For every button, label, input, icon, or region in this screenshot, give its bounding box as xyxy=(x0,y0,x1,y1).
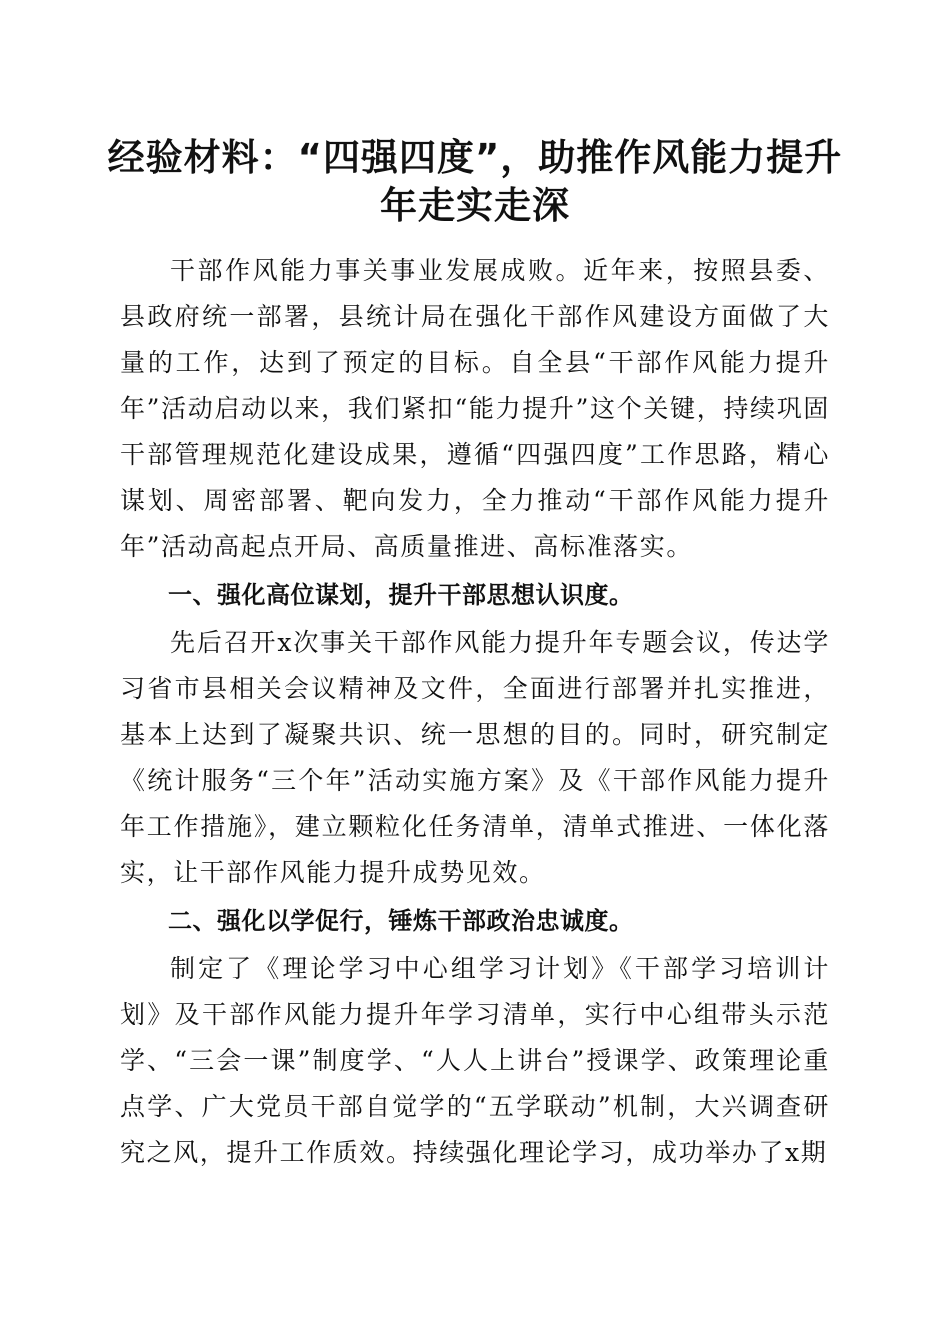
section-heading-2: 二、强化以学促行，锤炼干部政治忠诚度。 xyxy=(168,907,634,935)
section-2-paragraph: 制定了《理论学习中心组学习计划》《干部学习培训计划》及干部作风能力提升年学习清单，实行中心组带头示范学、“三会一课”制度学、“人人上讲台”授课学、政策理论重点学、广大党员干部自觉学的“五学联动”机制，大兴调查研究之风，提升工作质效。持续强化理论学习，成功举办了x期 xyxy=(120,954,830,1167)
document-title xyxy=(100,134,850,230)
document-body xyxy=(120,248,830,1176)
title-line-2: 年走实走深 xyxy=(380,184,570,227)
section-heading-1: 一、强化高位谋划，提升干部思想认识度。 xyxy=(168,581,634,609)
title-line-1: 经验材料：“四强四度”，助推作风能力提升 xyxy=(107,136,843,179)
section-1-paragraph: 先后召开x次事关干部作风能力提升年专题会议，传达学习省市县相关会议精神及文件，全面进行部署并扎实推进，基本上达到了凝聚共识、统一思想的目的。同时，研究制定《统计服务“三个年”活动实施方案》及《干部作风能力提升年工作措施》，建立颗粒化任务清单，清单式推进、一体化落实，让干部作风能力提升成势见效。 xyxy=(120,628,830,887)
intro-paragraph: 干部作风能力事关事业发展成败。近年来，按照县委、县政府统一部署，县统计局在强化干部作风建设方面做了大量的工作，达到了预定的目标。自全县“干部作风能力提升年”活动启动以来，我们紧扣“能力提升”这个关键，持续巩固干部管理规范化建设成果，遵循“四强四度”工作思路，精心谋划、周密部署、靶向发力，全力推动“干部作风能力提升年”活动高起点开局、高质量推进、高标准落实。 xyxy=(120,256,830,561)
